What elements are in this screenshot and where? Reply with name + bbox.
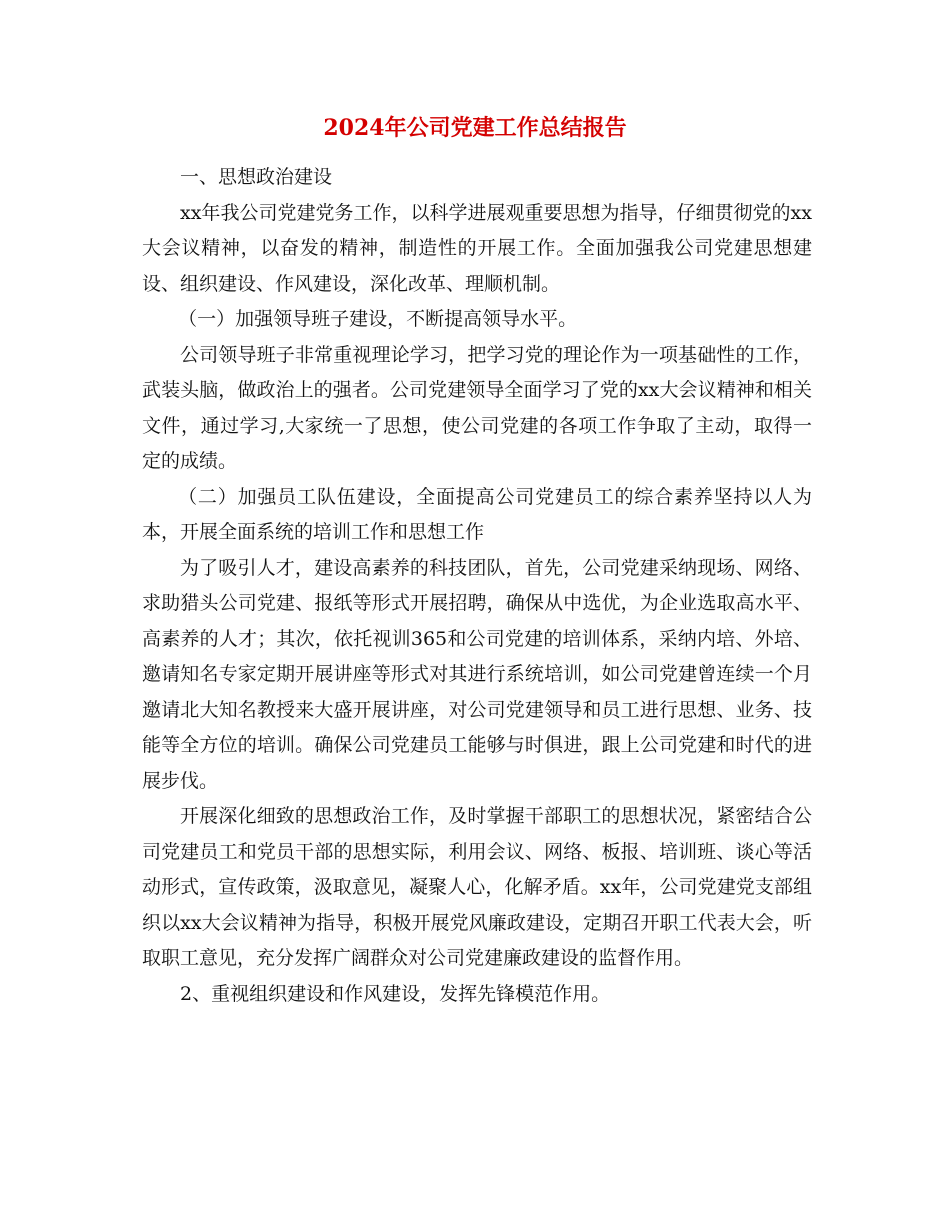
paragraph: 公司领导班子非常重视理论学习，把学习党的理论作为一项基础性的工作，武装头脑，做政治上的强者。公司党建领导全面学习了党的xx大会议精神和相关文件，通过学习,大家统一了思想，使公司党建的各项工作争取了主动，取得一定的成绩。 bbox=[142, 343, 812, 472]
document-title: 2024年公司党建工作总结报告 bbox=[323, 115, 627, 141]
paragraph: xx年我公司党建党务工作，以科学进展观重要思想为指导，仔细贯彻党的xx大会议精神，以奋发的精神，制造性的开展工作。全面加强我公司党建思想建设、组织建设、作风建设，深化改革、理顺机制。 bbox=[142, 201, 812, 295]
paragraph: 开展深化细致的思想政治工作，及时掌握干部职工的思想状况，紧密结合公司党建员工和党员干部的思想实际，利用会议、网络、板报、培训班、谈心等活动形式，宣传政策，汲取意见，凝聚人心，化解矛盾。xx年，公司党建党支部组织以xx大会议精神为指导，积极开展党风廉政建设，定期召开职工代表大会，听取职工意见，充分发挥广阔群众对公司党建廉政建设的监督作用。 bbox=[142, 805, 812, 969]
subsection-heading: （一）加强领导班子建设，不断提高领导水平。 bbox=[178, 308, 578, 330]
section-heading: 2、重视组织建设和作风建设，发挥先锋模范作用。 bbox=[180, 982, 611, 1005]
paragraph: 为了吸引人才，建设高素养的科技团队，首先，公司党建采纳现场、网络、求助猎头公司党建、报纸等形式开展招聘，确保从中选优，为企业选取高水平、高素养的人才；其次，依托视训365和公司党建的培训体系，采纳内培、外培、邀请知名专家定期开展讲座等形式对其进行系统培训，如公司党建曾连续一个月邀请北大知名教授来大盛开展讲座，对公司党建领导和员工进行思想、业务、技能等全方位的培训。确保公司党建员工能够与时俱进，跟上公司党建和时代的进展步伐。 bbox=[142, 556, 812, 792]
section-heading: 一、思想政治建设 bbox=[180, 166, 333, 188]
document-body bbox=[142, 160, 812, 1012]
subsection-heading: （二）加强员工队伍建设，全面提高公司党建员工的综合素养坚持以人为本，开展全面系统的培训工作和思想工作 bbox=[142, 485, 812, 543]
